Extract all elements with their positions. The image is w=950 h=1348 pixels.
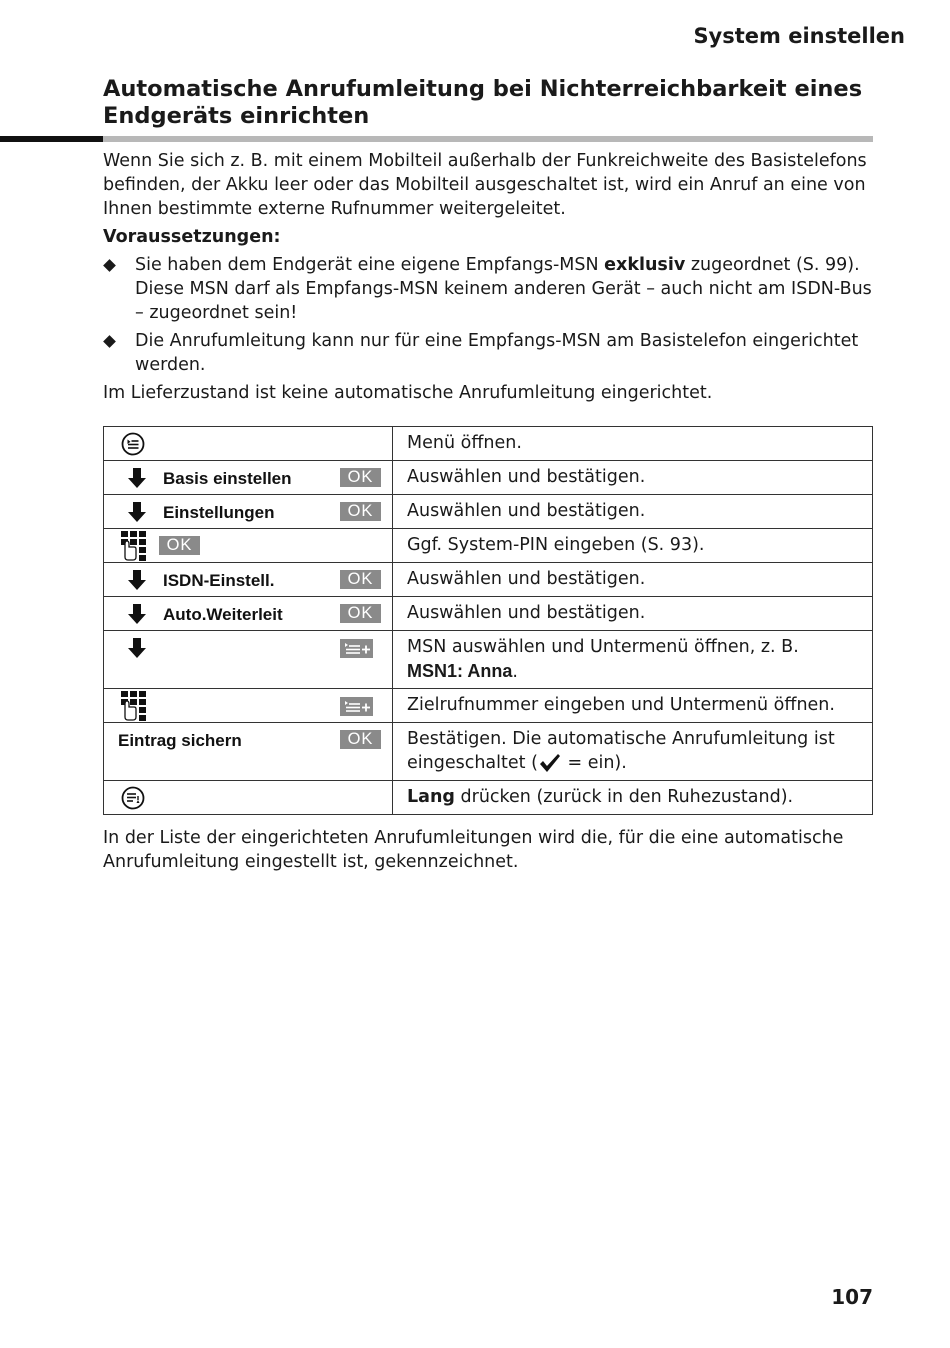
title-rule-accent [0,136,103,142]
arrow-down-icon [127,637,147,659]
step-keys [104,495,393,529]
ok-softkey: OK [340,604,381,623]
menu-entry-label: Eintrag sichern [118,731,242,750]
table-row [104,529,873,563]
step-keys [104,597,393,631]
ok-softkey: OK [340,730,381,749]
step-description-text: drücken (zurück in den Ruhezustand). [454,787,794,807]
step-description: Ggf. System-PIN eingeben (S. 93). [393,529,873,563]
arrow-down-icon [127,569,147,591]
ok-softkey: OK [340,502,381,521]
section-header: System einstellen [693,24,905,48]
list-item [103,253,878,325]
step-description: Zielrufnummer eingeben und Untermenü öffnen. [393,689,873,723]
table-row [104,461,873,495]
intro-paragraph: Wenn Sie sich z. B. mit einem Mobilteil außerhalb der Funkreichweite des Basistelefons befinden, der Akku leer oder das Mobilteil ausgeschaltet ist, wird ein Anruf an eine von Ihnen bestimmte externe Rufnummer weitergeleitet. [103,151,867,219]
step-description: Menü öffnen. [393,427,873,461]
step-description [393,781,873,815]
prerequisites-list [103,253,878,381]
arrow-down-icon [127,501,147,523]
table-row [104,781,873,815]
list-item [103,329,878,377]
arrow-down-icon [127,603,147,625]
submenu-softkey-icon [340,639,373,658]
table-row [104,723,873,781]
steps-table [103,426,873,815]
keypad-icon [121,691,153,721]
bullet-2-text: Die Anrufumleitung kann nur für eine Empfangs-MSN am Basistelefon eingerichtet werden. [135,331,859,375]
step-description: Auswählen und bestätigen. [393,461,873,495]
step-description-text: MSN auswählen und Untermenü öffnen, z. B. [407,637,799,657]
step-keys [104,427,393,461]
table-row [104,631,873,689]
step-description: Auswählen und bestätigen. [393,495,873,529]
page-title: Automatische Anrufumleitung bei Nichterreichbarkeit eines Endgeräts einrichten [103,76,863,129]
step-description: Auswählen und bestätigen. [393,597,873,631]
ok-softkey: OK [159,536,200,555]
menu-entry-label: Basis einstellen [163,469,292,488]
long-press-label: Lang [407,787,455,807]
step-keys [104,723,393,781]
default-state-note: Im Lieferzustand ist keine automatische Anrufumleitung eingerichtet. [103,383,713,403]
checkmark-icon [538,753,562,773]
page-number: 107 [831,1285,873,1309]
ok-softkey: OK [340,570,381,589]
arrow-down-icon [127,467,147,489]
step-description: Auswählen und bestätigen. [393,563,873,597]
submenu-softkey-icon [340,697,373,716]
step-keys [104,689,393,723]
step-description [393,723,873,781]
table-row [104,495,873,529]
step-keys [104,529,393,563]
step-keys [104,461,393,495]
step-description-end: = ein). [561,753,627,773]
prerequisites-heading: Voraussetzungen: [103,227,281,247]
step-keys [104,781,393,815]
menu-entry-label: ISDN-Einstell. [163,571,275,590]
step-keys [104,631,393,689]
menu-entry-label: Einstellungen [163,503,275,522]
table-row [104,563,873,597]
end-key-icon [121,786,145,810]
bullet-1-emphasis: exklusiv [604,255,686,275]
step-description-text: Bestätigen. Die automatische Anrufumleitung ist eingeschaltet ( [407,729,835,773]
table-row [104,597,873,631]
sentence-end: . [512,662,518,682]
diamond-bullet-icon [103,335,116,348]
after-table-note: In der Liste der eingerichteten Anrufumleitungen wird die, für die eine automatische Anrufumleitung eingestellt ist, gekennzeichnet. [103,828,844,872]
diamond-bullet-icon [103,259,116,272]
ok-softkey: OK [340,468,381,487]
keypad-icon [121,531,153,561]
step-description [393,631,873,689]
title-rule [103,136,873,142]
step-keys [104,563,393,597]
menu-entry-label: Auto.Weiterleit [163,605,283,624]
table-row [104,427,873,461]
table-row [104,689,873,723]
menu-key-icon [121,432,145,456]
display-example: MSN1: Anna [407,661,513,681]
bullet-1-text-start: Sie haben dem Endgerät eine eigene Empfangs-MSN [135,255,605,275]
bullet-1-text-end: zugeordnet (S. 99). Diese MSN darf als Empfangs-MSN keinem anderen Gerät – auch nicht am ISDN-Bus – zugeordnet sein! [135,255,872,323]
